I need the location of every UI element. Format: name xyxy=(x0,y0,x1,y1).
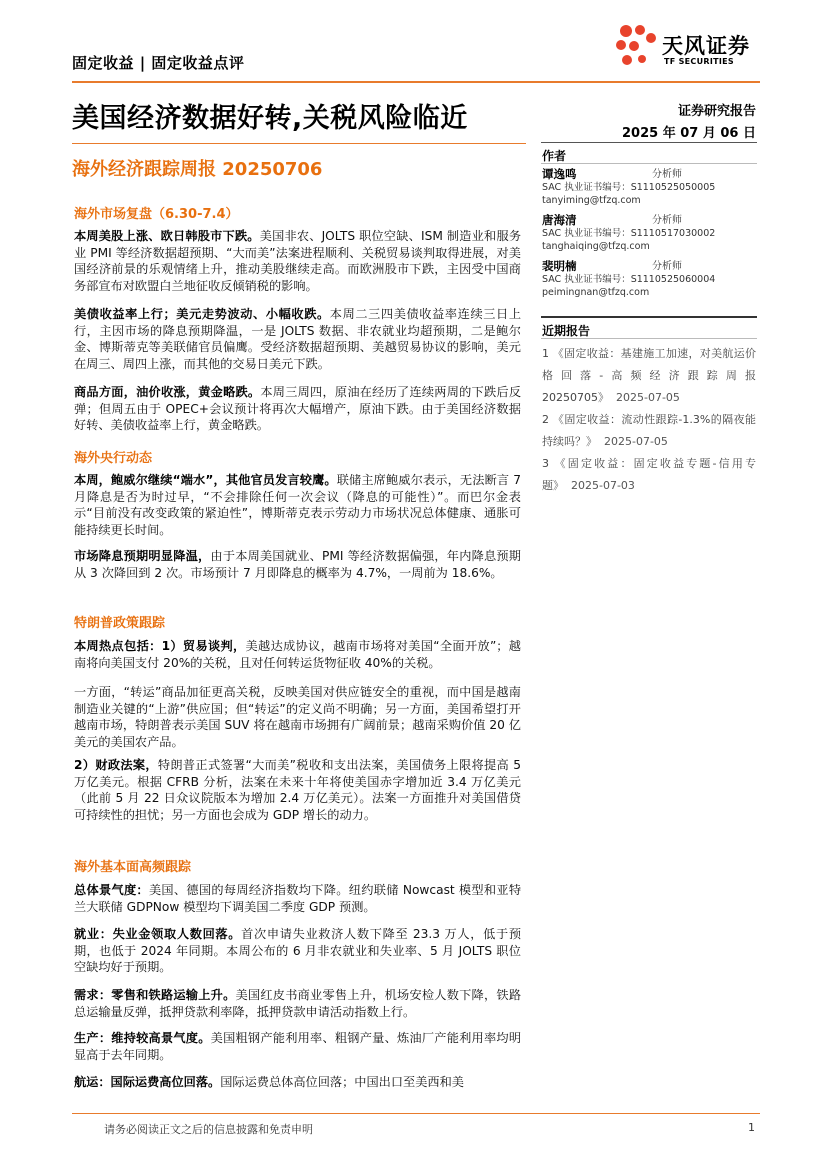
body-paragraph xyxy=(74,638,521,671)
logo-dot xyxy=(622,55,632,65)
body-paragraph xyxy=(74,384,521,434)
author-role: 分析师 xyxy=(652,261,682,272)
recent-report-date: 2025-07-05 xyxy=(616,391,680,404)
paragraph-lead: 2）财政法案， xyxy=(74,758,158,772)
recent-report-item[interactable] xyxy=(542,409,756,453)
paragraph-text: 国际运费总体高位回落；中国出口至美西和美 xyxy=(220,1075,464,1089)
logo-dot xyxy=(616,40,626,50)
author-cert: SAC 执业证书编号：S1110525060004 xyxy=(542,274,716,285)
page-title: 美国经济数据好转,关税风险临近 xyxy=(72,103,468,134)
report-type: 证券研究报告 xyxy=(677,104,756,119)
paragraph-lead: 总体景气度： xyxy=(74,883,149,897)
logo-dot xyxy=(646,33,656,43)
section-heading-central-banks: 海外央行动态 xyxy=(74,451,153,466)
paragraph-lead: 市场降息预期明显降温， xyxy=(74,549,211,563)
logo-dot xyxy=(638,55,646,63)
author-card xyxy=(542,168,715,207)
paragraph-text: 美国、德国的每周经济指数均下降。纽约联储 Nowcast 模型和亚特兰大联储 GDPNow 模型均下调美国二季度 GDP 预测。 xyxy=(74,883,522,914)
author-cert: SAC 执业证书编号：S1110525050005 xyxy=(542,182,716,193)
paragraph-lead: 航运：国际运费高位回落。 xyxy=(74,1075,221,1089)
recent-report-date: 2025-07-03 xyxy=(571,479,635,492)
recent-report-title[interactable]: 1 《固定收益：基建施工加速，对美航运价格回落-高频经济跟踪周报20250705》 xyxy=(542,347,756,404)
paragraph-lead: 美债收益率上行；美元走势波动、小幅收跌。 xyxy=(74,307,330,321)
body-paragraph xyxy=(74,228,521,294)
header-divider xyxy=(72,81,760,83)
paragraph-lead: 本周热点包括：1）贸易谈判， xyxy=(74,639,246,653)
recent-report-item[interactable] xyxy=(542,453,756,497)
author-name: 裴明楠 xyxy=(542,259,577,273)
author-name: 唐海清 xyxy=(542,213,577,227)
logo-english-name: TF SECURITIES xyxy=(664,57,734,66)
paragraph-text: 美国红皮书商业零售上升，机场安检人数下降，铁路总运输量反弹，抵押贷款利率降，抵押贷款申请活动指数上行。 xyxy=(74,988,522,1019)
body-paragraph xyxy=(74,882,521,915)
paragraph-text: 本周二三四美债收益率连续三日上行，主因市场的降息预期降温，一是 JOLTS 数据、非农就业均超预期，二是鲍尔金、博斯蒂克等美联储官员偏鹰。受经济数据超预期、美越贸易协议的影响，美元在周三、周四上涨，而其他的交易日美元下跌。 xyxy=(74,307,522,371)
paragraph-lead: 生产：维持较高景气度。 xyxy=(74,1031,211,1045)
authors-divider xyxy=(541,163,757,164)
paragraph-lead: 商品方面，油价收涨，黄金略跌。 xyxy=(74,385,261,399)
page-number: 1 xyxy=(748,1121,755,1134)
paragraph-text: 特朗普正式签署“大而美”税收和支出法案，美国债务上限将提高 5 万亿美元。根据 CFRB 分析，法案在未来十年将使美国赤字增加近 3.4 万亿美元（此前 5 月 22 日众议院版本为增加 2.4 万亿美元）。法案一方面推升对美国借贷可持续性的担忧；另一方面也会成为 GDP 增长的动力。 xyxy=(74,758,521,822)
report-date: 2025 年 07 月 06 日 xyxy=(622,126,756,141)
paragraph-text: 联储主席鲍威尔表示，无法断言 7 月降息是否为时过早，“不会排除任何一次会议（降息的可能性）”。而巴尔金表示“目前没有改变政策的紧迫性”，博斯蒂克表示劳动力市场状况总体健康、通胀可能持续更长时间。 xyxy=(74,473,521,537)
recent-divider xyxy=(541,338,757,339)
author-role: 分析师 xyxy=(652,169,682,180)
body-paragraph xyxy=(74,987,521,1020)
logo-dot xyxy=(629,41,639,51)
recent-report-date: 2025-07-05 xyxy=(604,435,668,448)
report-category: 固定收益 | 固定收益点评 xyxy=(72,54,245,72)
paragraph-text: 由于本周美国就业、PMI 等经济数据偏强，年内降息预期从 3 次降回到 2 次。市场预计 7 月即降息的概率为 4.7%，一周前为 18.6%。 xyxy=(74,549,521,580)
company-logo-icon xyxy=(612,20,660,72)
sidebar-divider xyxy=(541,142,757,143)
recent-report-item[interactable] xyxy=(542,343,756,409)
body-paragraph xyxy=(74,926,521,976)
author-card xyxy=(542,260,715,299)
paragraph-text: 美国粗钢产能利用率、粗钢产量、炼油厂产能利用率均明显高于去年同期。 xyxy=(74,1031,522,1062)
body-paragraph xyxy=(74,472,521,538)
body-paragraph xyxy=(74,1074,521,1091)
section-heading-market-review: 海外市场复盘（6.30-7.4） xyxy=(74,207,239,222)
body-paragraph xyxy=(74,757,521,823)
recent-report-title[interactable]: 3 《固定收益：固定收益专题-信用专题》 xyxy=(542,457,756,492)
paragraph-text: 美越达成协议，越南市场将对美国“全面开放”；越南将向美国支付 20%的关税，且对任何转运货物征收 40%的关税。 xyxy=(74,639,521,670)
paragraph-lead: 就业：失业金领取人数回落。 xyxy=(74,927,242,941)
footer-divider xyxy=(72,1113,760,1114)
report-subtitle: 海外经济跟踪周报 20250706 xyxy=(72,159,323,180)
body-paragraph xyxy=(74,306,521,372)
paragraph-lead: 需求：零售和铁路运输上升。 xyxy=(74,988,236,1002)
body-paragraph xyxy=(74,1030,521,1063)
body-paragraph xyxy=(74,548,521,581)
paragraph-lead: 本周美股上涨、欧日韩股市下跌。 xyxy=(74,229,260,243)
recent-reports-heading: 近期报告 xyxy=(542,324,591,338)
recent-top-divider xyxy=(541,316,757,318)
section-heading-trump-policy: 特朗普政策跟踪 xyxy=(74,616,166,631)
paragraph-text: 本周三周四，原油在经历了连续两周的下跌后反弹；但周五由于 OPEC+会议预计将再次大幅增产，原油下跌。由于美国经济数据好转、美债收益率上行，黄金略跌。 xyxy=(74,385,522,433)
author-name: 谭逸鸣 xyxy=(542,167,577,181)
title-divider xyxy=(72,143,526,144)
paragraph-text: 首次申请失业救济人数下降至 23.3 万人，低于预期，也低于 2024 年同期。本周公布的 6 月非农就业和失业率、5 月 JOLTS 职位空缺均好于预期。 xyxy=(74,927,522,975)
author-cert: SAC 执业证书编号：S1110517030002 xyxy=(542,228,716,239)
author-card xyxy=(542,214,715,253)
body-paragraph: 一方面，“转运”商品加征更高关税，反映美国对供应链安全的重视，而中国是越南制造业关键的“上游”供应国；但“转运”的定义尚不明确；另一方面，美国希望打开越南市场，特朗普表示美国 SUV 将在越南市场拥有广阔前景；越南采购价值 20 亿美元的美国农产品。 xyxy=(74,685,521,749)
author-role: 分析师 xyxy=(652,215,682,226)
recent-report-title[interactable]: 2 《固定收益：流动性跟踪-1.3%的隔夜能持续吗？》 xyxy=(542,413,756,448)
logo-dot xyxy=(620,25,632,37)
section-heading-fundamentals: 海外基本面高频跟踪 xyxy=(74,860,192,875)
author-email[interactable]: tanyiming@tfzq.com xyxy=(542,195,641,206)
author-email[interactable]: peimingnan@tfzq.com xyxy=(542,287,650,298)
author-email[interactable]: tanghaiqing@tfzq.com xyxy=(542,241,650,252)
logo-dot xyxy=(635,25,645,35)
paragraph-text: 美国非农、JOLTS 职位空缺、ISM 制造业和服务业 PMI 等经济数据超预期、“大而美”法案进程顺利、关税贸易谈判取得进展，对美国经济前景的乐观情绪上升，推动美股继续走高。而欧洲股市下跌，主因受中国商务部宣布对欧盟白兰地征收反倾销税的影响。 xyxy=(74,229,522,293)
authors-heading: 作者 xyxy=(542,149,567,163)
footer-disclaimer: 请务必阅读正文之后的信息披露和免责申明 xyxy=(104,1123,313,1136)
paragraph-lead: 本周，鲍威尔继续“端水”，其他官员发言较鹰。 xyxy=(74,473,337,487)
logo-chinese-name: 天风证券 xyxy=(662,34,750,58)
